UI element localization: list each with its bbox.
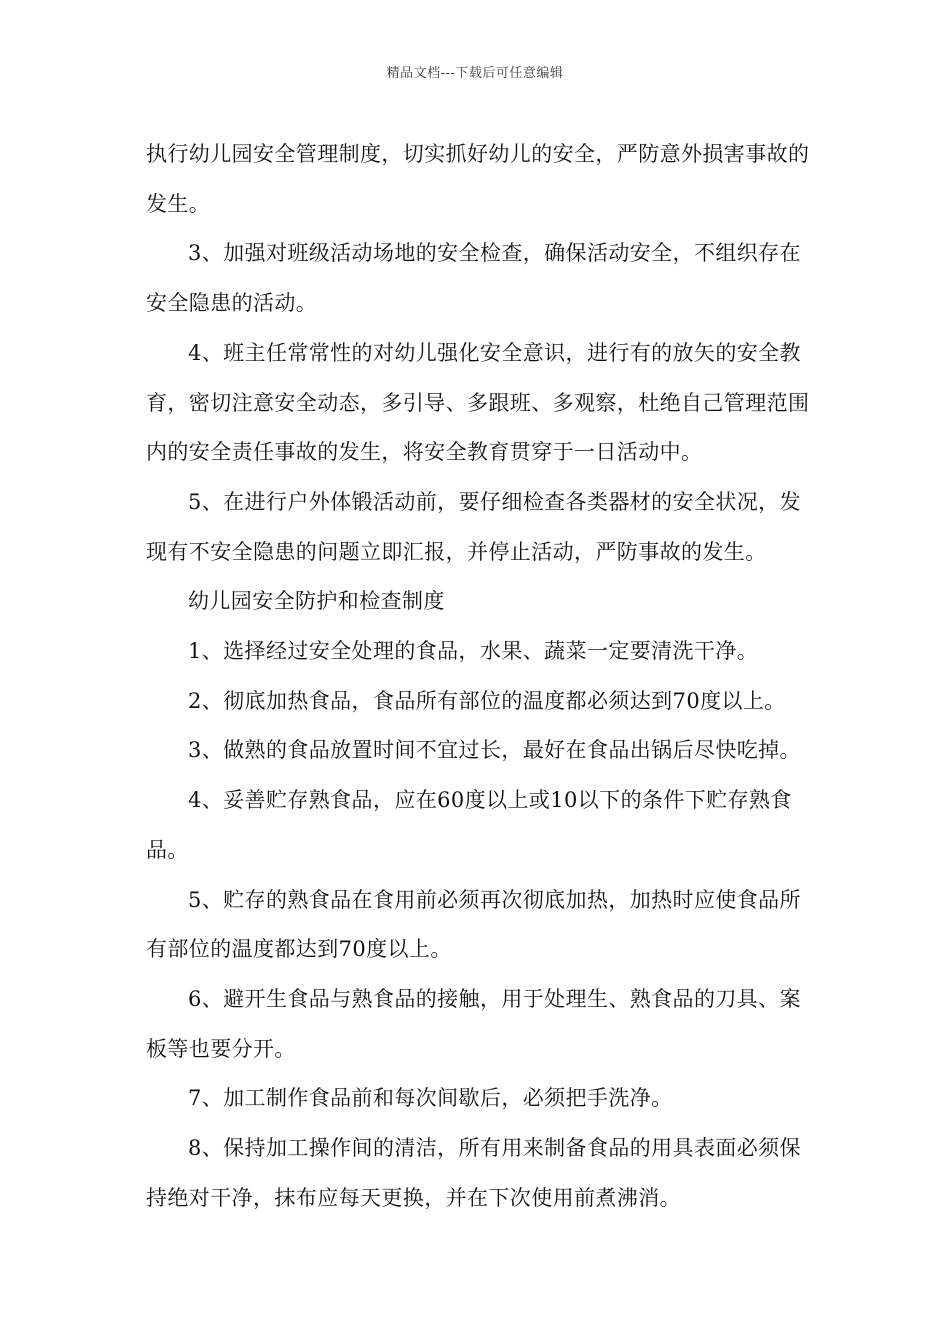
document-body bbox=[146, 130, 811, 1223]
paragraph: 2、彻底加热食品，食品所有部位的温度都必须达到70度以上。 bbox=[188, 688, 786, 713]
paragraph: 执行幼儿园安全管理制度，切实抓好幼儿的安全，严防意外损害事故的发生。 bbox=[146, 142, 810, 216]
paragraph: 3、做熟的食品放置时间不宜过长，最好在食品出锅后尽快吃掉。 bbox=[188, 738, 801, 763]
page-header: 精品文档---下载后可任意编辑 bbox=[386, 66, 564, 81]
paragraph: 1、选择经过安全处理的食品，水果、蔬菜一定要清洗干净。 bbox=[188, 639, 759, 664]
paragraph: 8、保持加工操作间的清洁，所有用来制备食品的用具表面必须保持绝对干净，抹布应每天更换，并在下次使用前煮沸消。 bbox=[146, 1136, 801, 1210]
paragraph: 4、班主任常常性的对幼儿强化安全意识，进行有的放矢的安全教育，密切注意安全动态，多引导、多跟班、多观察，杜绝自己管理范围内的安全责任事故的发生，将安全教育贯穿于一日活动中。 bbox=[146, 340, 810, 465]
paragraph: 3、加强对班级活动场地的安全检查，确保活动安全，不组织存在安全隐患的活动。 bbox=[146, 241, 801, 316]
paragraph: 7、加工制作食品前和每次间歇后，必须把手洗净。 bbox=[188, 1086, 673, 1111]
section-heading: 幼儿园安全防护和检查制度 bbox=[188, 589, 445, 614]
paragraph: 5、贮存的熟食品在食用前必须再次彻底加热，加热时应使食品所有部位的温度都达到70度以上。 bbox=[146, 887, 801, 962]
paragraph: 4、妥善贮存熟食品，应在60度以上或10以下的条件下贮存熟食品。 bbox=[146, 788, 792, 862]
paragraph: 5、在进行户外体锻活动前，要仔细检查各类器材的安全状况，发现有不安全隐患的问题立即汇报，并停止活动，严防事故的发生。 bbox=[146, 489, 801, 564]
paragraph: 6、避开生食品与熟食品的接触，用于处理生、熟食品的刀具、案板等也要分开。 bbox=[146, 986, 801, 1061]
